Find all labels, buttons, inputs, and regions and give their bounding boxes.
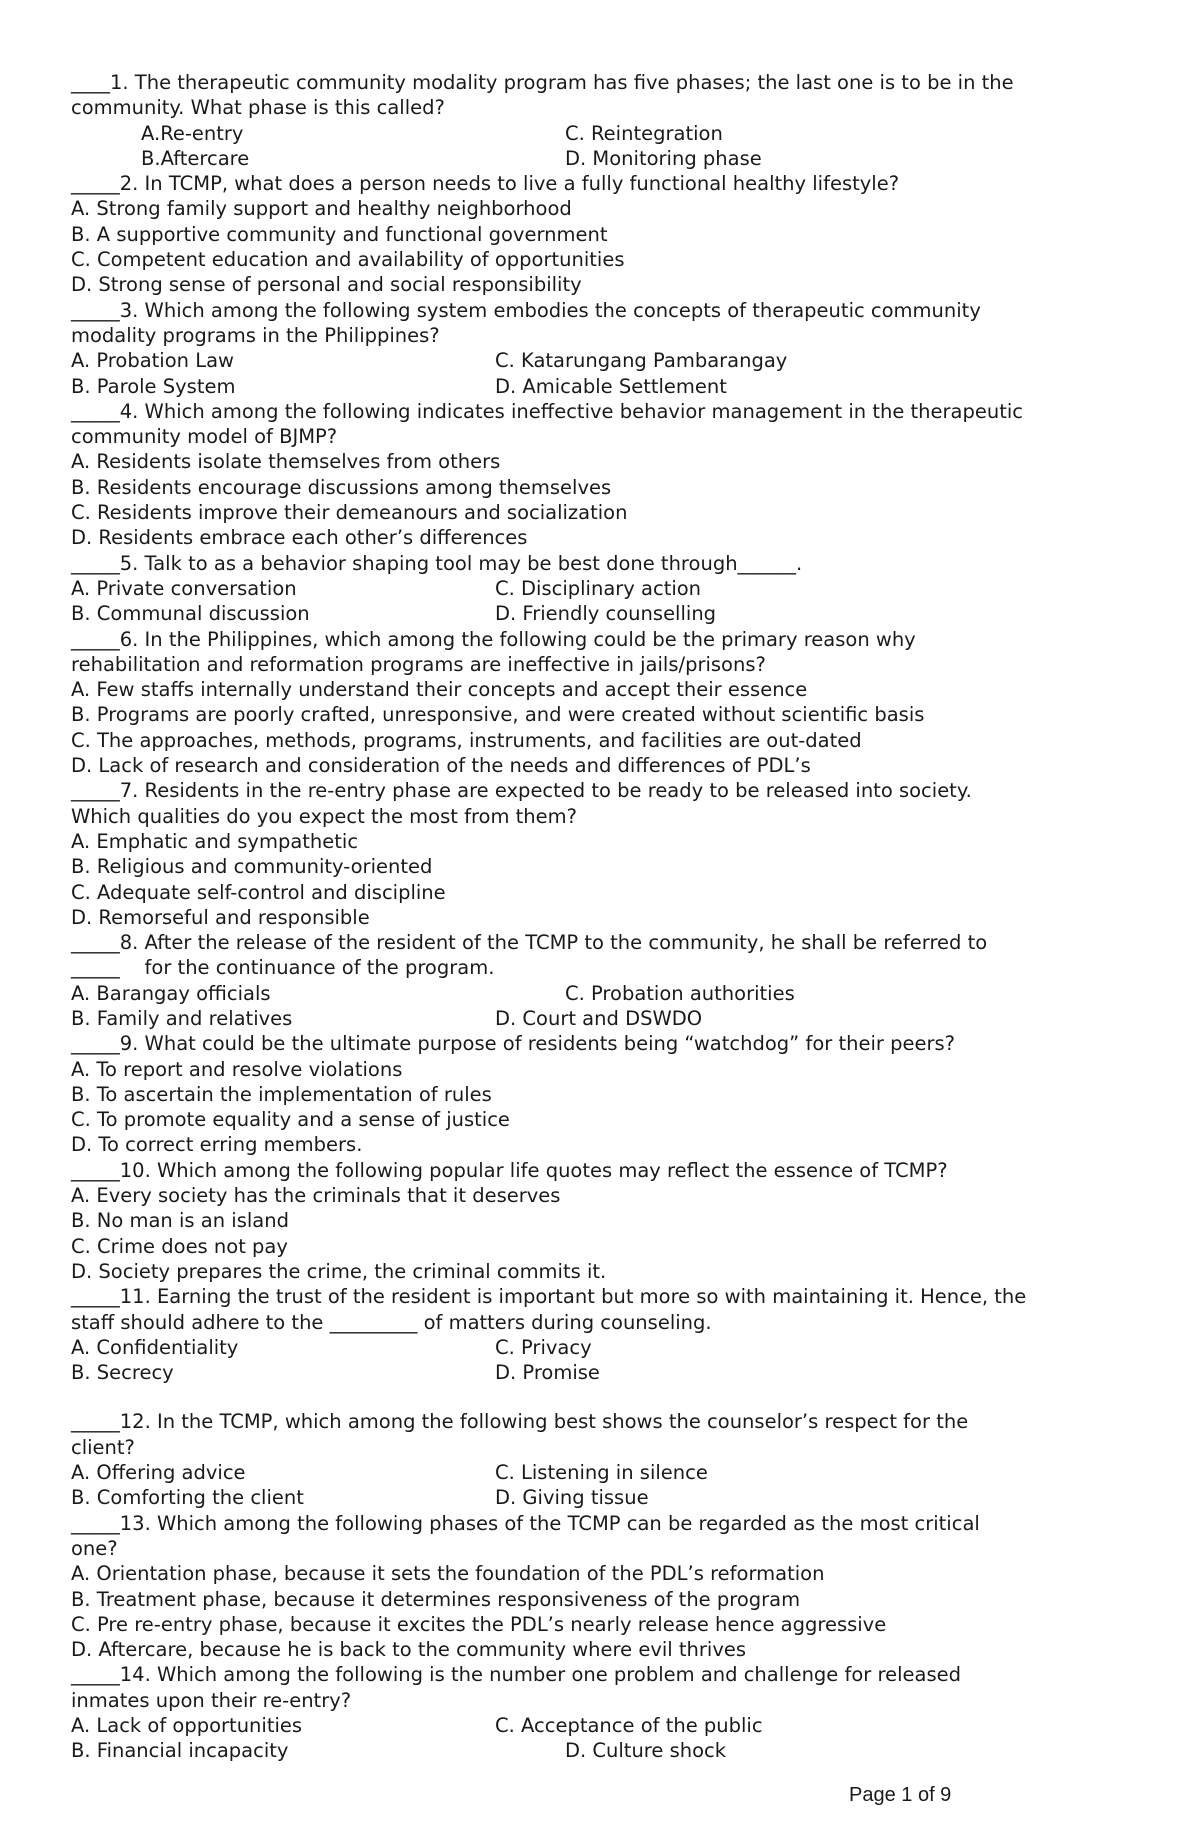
option-b: B.Aftercare [141,146,250,170]
question-11-options-row-1 [71,1335,1141,1360]
question-6-text: _____6. In the Philippines, which among the following could be the primary reason why [71,627,916,651]
option-a: A. Confidentiality [71,1335,239,1359]
option-d: D. Giving tissue [495,1486,649,1510]
option-b: B. To ascertain the implementation of rules [71,1082,492,1106]
question-3-options-row-1 [71,348,1141,373]
question-14-text-cont: inmates upon their re-entry? [71,1688,352,1712]
option-b: B. Religious and community-oriented [71,855,433,879]
option-b: B. Residents encourage discussions among themselves [71,475,612,499]
option-a: A. Residents isolate themselves from others [71,450,501,474]
option-d: D. Remorseful and responsible [71,905,370,929]
option-b: B. No man is an island [71,1209,289,1233]
question-12-text-cont: client? [71,1435,135,1459]
question-3-options-row-2 [71,374,1141,399]
option-d: D. Society prepares the crime, the criminal commits it. [71,1259,607,1283]
question-4-text-cont: community model of BJMP? [71,425,338,449]
option-d: D. Strong sense of personal and social responsibility [71,273,582,297]
option-c: C. Crime does not pay [71,1234,288,1258]
option-a: A. Orientation phase, because it sets the foundation of the PDL’s reformation [71,1562,825,1586]
option-d: D. Culture shock [565,1739,727,1763]
question-9-text: _____9. What could be the ultimate purpose of residents being “watchdog” for their peers? [71,1032,955,1056]
question-6-text-cont: rehabilitation and reformation programs are ineffective in jails/prisons? [71,652,766,676]
question-13-text: _____13. Which among the following phases of the TCMP can be regarded as the most critical [71,1511,980,1535]
option-c: C. Listening in silence [495,1461,708,1485]
option-d: D. Monitoring phase [565,146,762,170]
option-c: C. Competent education and availability of opportunities [71,248,625,272]
question-1-options-row-1 [71,121,1141,146]
option-d: D. To correct erring members. [71,1133,363,1157]
question-11-text: _____11. Earning the trust of the resident is important but more so with maintaining it. Hence, the [71,1285,1027,1309]
option-c: C. Privacy [495,1335,592,1359]
option-b: B. Comforting the client [71,1486,304,1510]
option-b: B. Parole System [71,374,236,398]
question-3-text: _____3. Which among the following system embodies the concepts of therapeutic community [71,298,981,322]
option-b: B. Programs are poorly crafted, unresponsive, and were created without scientific basis [71,703,925,727]
option-d: D. Promise [495,1361,600,1385]
question-8-text-cont: _____ for the continuance of the program. [71,956,495,980]
option-a: A. Every society has the criminals that it deserves [71,1184,561,1208]
question-14-text: _____14. Which among the following is the number one problem and challenge for released [71,1663,961,1687]
option-c: C. Acceptance of the public [495,1714,763,1737]
question-8-options-row-1 [71,981,1141,1006]
question-11-text-cont: staff should adhere to the _________ of matters during counseling. [71,1310,712,1334]
option-b: B. Financial incapacity [71,1739,289,1763]
question-5-options-row-2 [71,601,1141,626]
question-1-text-cont: community. What phase is this called? [71,96,445,120]
option-a: A. Private conversation [71,576,297,600]
question-12-options-row-2 [71,1485,1141,1510]
option-b: B. Family and relatives [71,1006,293,1030]
question-8-options-row-2 [71,1006,1141,1031]
option-c: C. Pre re-entry phase, because it excites the PDL’s nearly release hence aggressive [71,1612,887,1636]
option-a: A. Emphatic and sympathetic [71,829,359,853]
option-d: D. Friendly counselling [495,602,717,626]
option-c: C. Reintegration [565,121,723,145]
question-2-text: _____2. In TCMP, what does a person needs to live a fully functional healthy lifestyle? [71,172,900,196]
option-c: C. Probation authorities [565,981,795,1005]
option-a: A.Re-entry [141,121,244,145]
option-a: A. Barangay officials [71,981,271,1005]
question-5-options-row-1 [71,576,1141,601]
question-12-options-row-1 [71,1460,1141,1485]
question-10-text: _____10. Which among the following popular life quotes may reflect the essence of TCMP? [71,1158,948,1182]
option-c: C. Residents improve their demeanours and socialization [71,501,628,525]
option-d: D. Lack of research and consideration of the needs and differences of PDL’s [71,754,811,778]
option-a: A. Lack of opportunities [71,1714,303,1737]
question-4-text: _____4. Which among the following indicates ineffective behavior management in the therapeutic [71,399,1024,423]
exam-page [71,70,1141,1764]
option-a: A. Strong family support and healthy neighborhood [71,197,572,221]
option-b: B. Secrecy [71,1361,174,1385]
option-a: A. To report and resolve violations [71,1057,403,1081]
option-c: C. To promote equality and a sense of justice [71,1108,510,1132]
question-11-options-row-2 [71,1360,1141,1385]
question-13-text-cont: one? [71,1536,118,1560]
option-b: B. Communal discussion [71,602,310,626]
question-5-text: _____5. Talk to as a behavior shaping tool may be best done through______. [71,551,803,575]
question-3-text-cont: modality programs in the Philippines? [71,323,440,347]
question-14-options-row-1 [71,1713,1141,1738]
question-7-text-cont: Which qualities do you expect the most from them? [71,804,578,828]
option-d: D. Amicable Settlement [495,374,727,398]
question-7-text: _____7. Residents in the re-entry phase are expected to be ready to be released into society. [71,779,972,803]
option-b: B. A supportive community and functional government [71,222,608,246]
option-d: D. Residents embrace each other’s differences [71,526,528,550]
question-14-options-row-2 [71,1738,1141,1763]
question-8-text: _____8. After the release of the resident of the TCMP to the community, he shall be referred to [71,931,988,955]
question-1-options-row-2 [71,146,1141,171]
option-a: A. Offering advice [71,1461,246,1485]
option-b: B. Treatment phase, because it determines responsiveness of the program [71,1587,801,1611]
page-number: Page 1 of 9 [849,1784,952,1806]
question-1-text: ____1. The therapeutic community modality program has five phases; the last one is to be in the [71,71,1014,94]
option-c: C. Disciplinary action [495,576,702,600]
option-d: D. Aftercare, because he is back to the community where evil thrives [71,1638,747,1662]
option-a: A. Few staffs internally understand their concepts and accept their essence [71,678,808,702]
option-c: C. Katarungang Pambarangay [495,349,788,373]
question-12-text: _____12. In the TCMP, which among the following best shows the counselor’s respect for the [71,1410,969,1434]
option-c: C. Adequate self-control and discipline [71,880,446,904]
option-d: D. Court and DSWDO [495,1006,703,1030]
option-a: A. Probation Law [71,349,234,373]
blank-line [71,1385,1141,1409]
option-c: C. The approaches, methods, programs, instruments, and facilities are out-dated [71,728,862,752]
